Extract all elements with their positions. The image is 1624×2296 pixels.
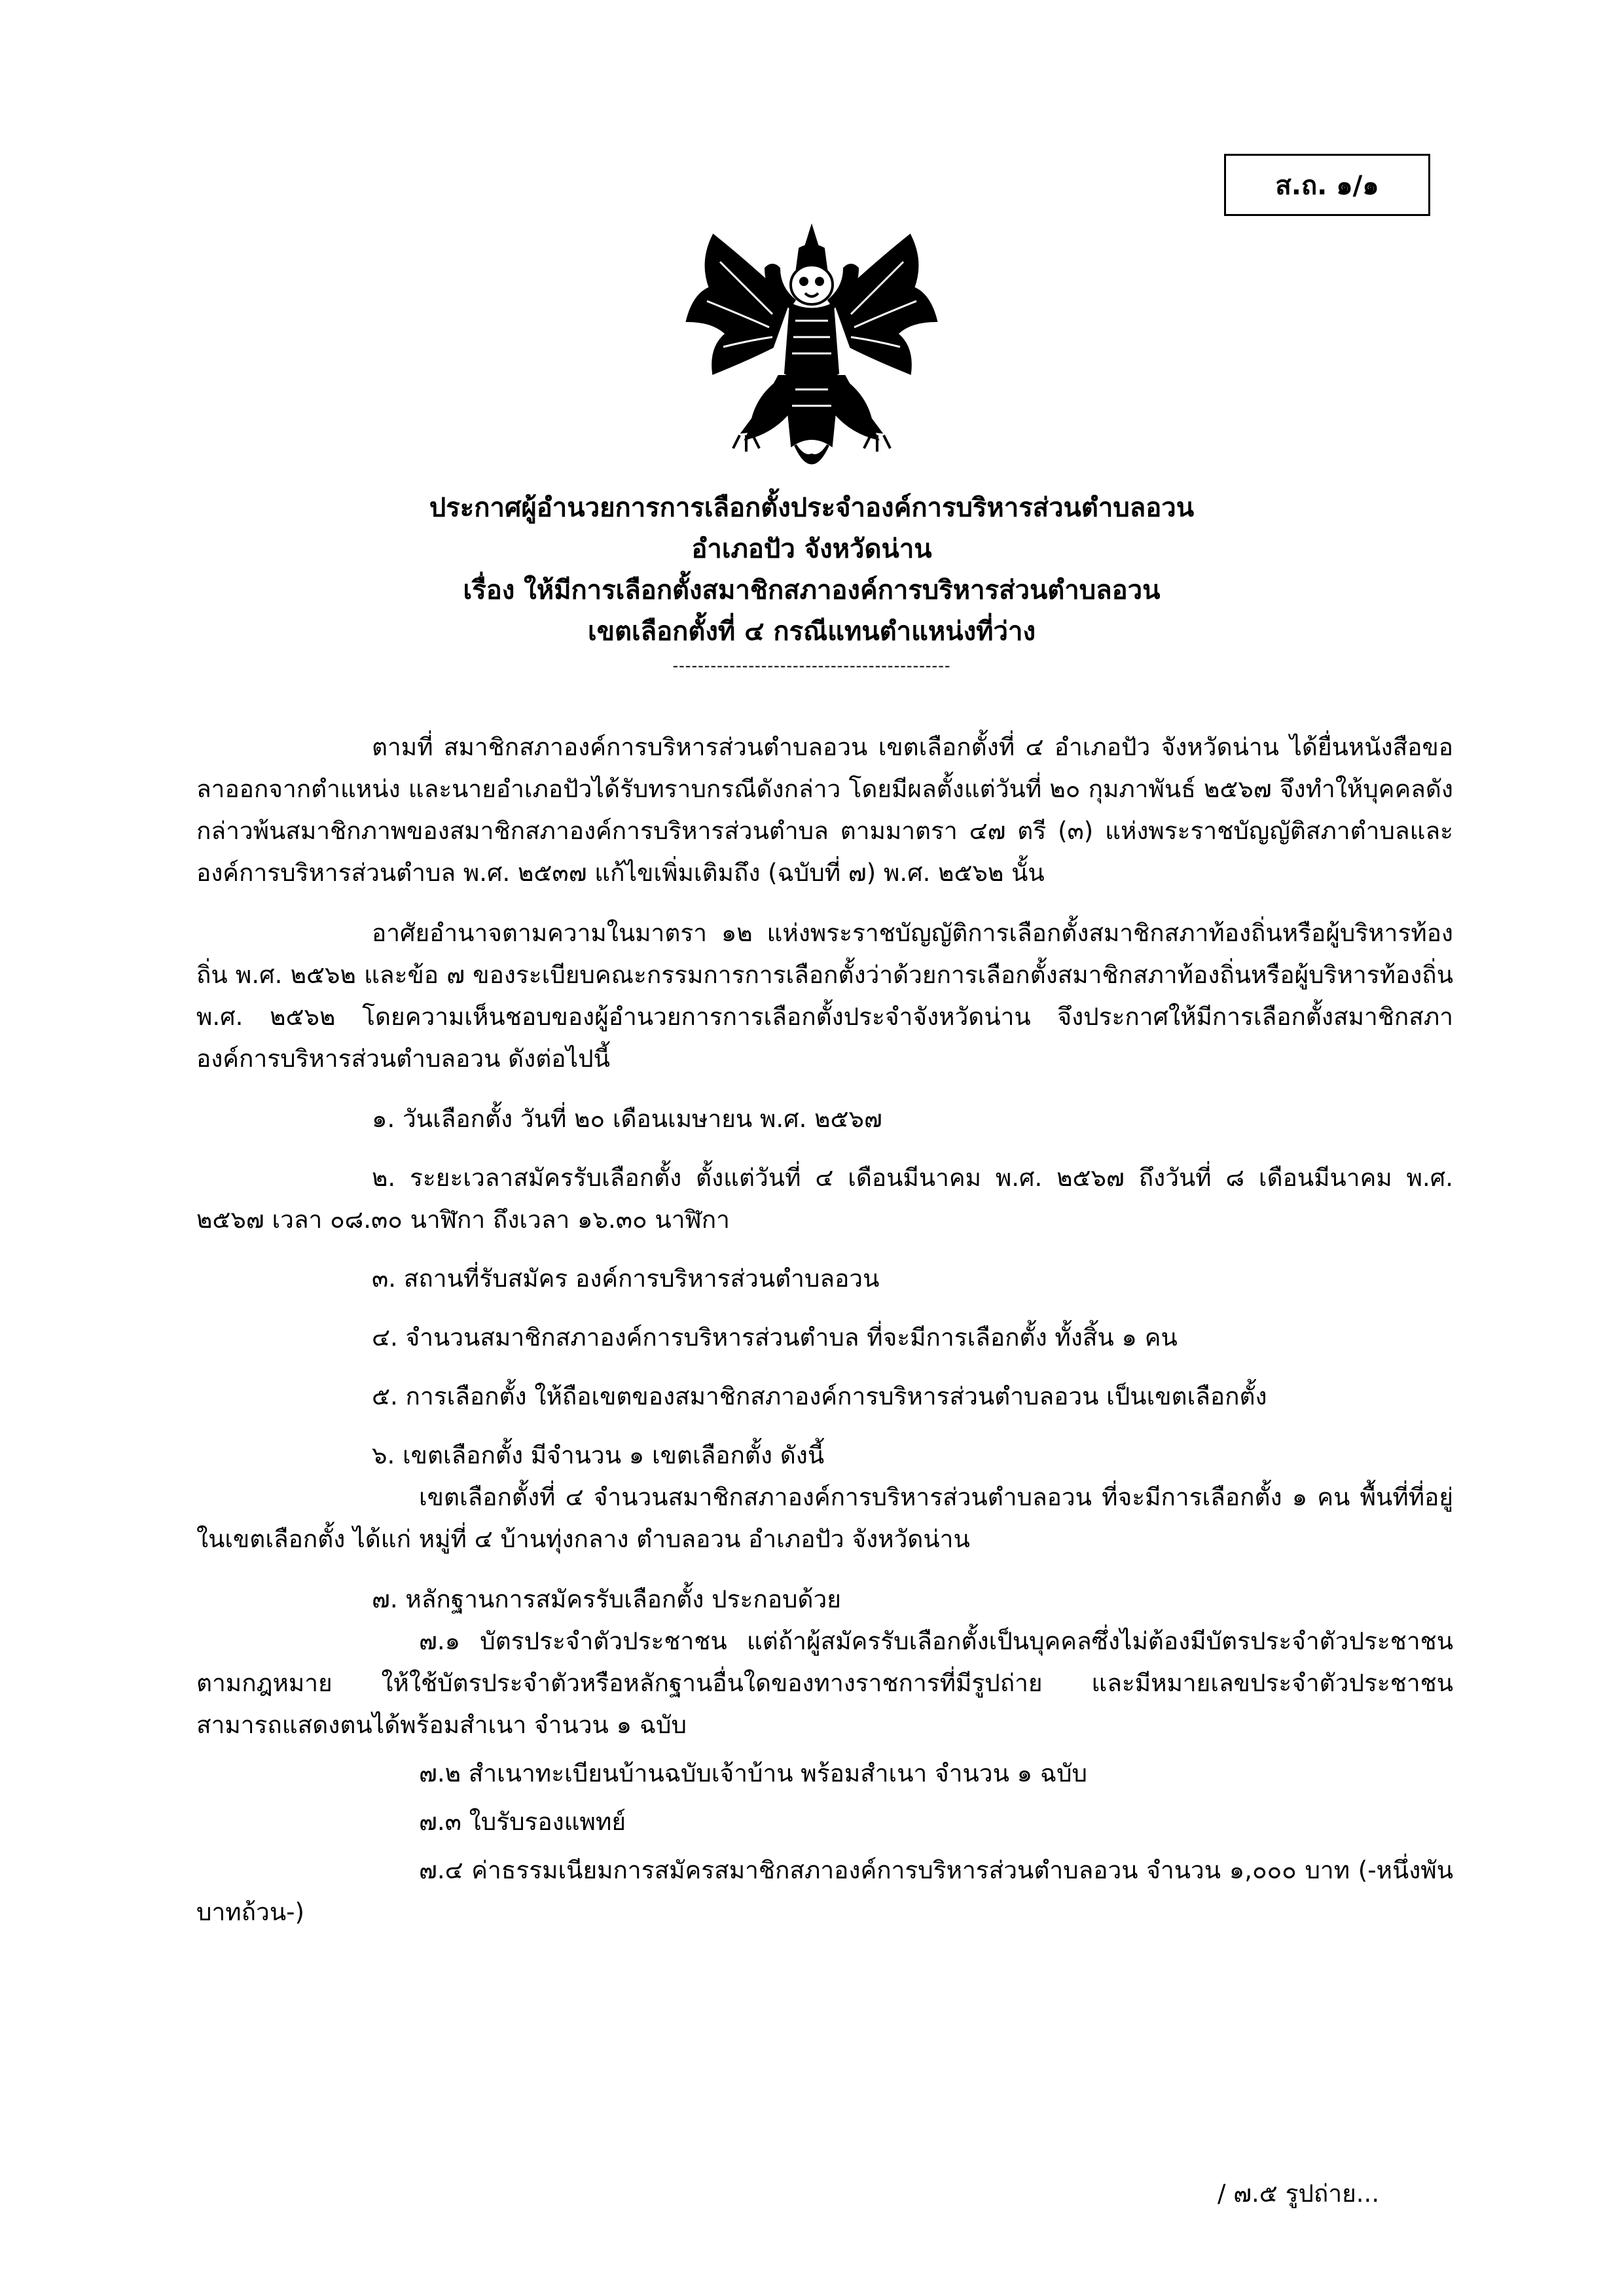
- form-code-box: [1224, 154, 1430, 216]
- document-body: [196, 726, 1453, 1940]
- continuation-note: / ๗.๕ รูปถ่าย...: [1218, 2179, 1380, 2208]
- item-7-2: ๗.๒ สำเนาทะเบียนบ้านฉบับเจ้าบ้าน พร้อมสำเนา จำนวน ๑ ฉบับ: [419, 1759, 1088, 1787]
- heading-line-2: อำเภอปัว จังหวัดน่าน: [691, 534, 932, 564]
- heading-separator: --------------------------------------------: [672, 656, 951, 675]
- paragraph-2: อาศัยอำนาจตามความในมาตรา ๑๒ แห่งพระราชบัญญัติการเลือกตั้งสมาชิกสภาท้องถิ่นหรือผู้บริหารท้องถิ่น พ.ศ. ๒๕๖๒ และข้อ ๗ ของระเบียบคณะกรรมการการเลือกตั้งว่าด้วยการเลือกตั้งสมาชิกสภาท้องถิ่นหรือผู้บริหารท้องถิ่น พ.ศ. ๒๕๖๒ โดยความเห็นชอบของผู้อำนวยการการเลือกตั้งประจำจังหวัดน่าน จึงประกาศให้มีการเลือกตั้งสมาชิกสภาองค์การบริหารส่วนตำบลอวน ดังต่อไปนี้: [196, 919, 1453, 1073]
- item-3: ๓. สถานที่รับสมัคร องค์การบริหารส่วนตำบลอวน: [372, 1265, 880, 1293]
- item-7-1: ๗.๑ บัตรประจำตัวประชาชน แต่ถ้าผู้สมัครรับเลือกตั้งเป็นบุคคลซึ่งไม่ต้องมีบัตรประจำตัวประชาชนตามกฎหมาย ให้ใช้บัตรประจำตัวหรือหลักฐานอื่นใดของทางราชการที่มีรูปถ่าย และมีหมายเลขประจำตัวประชาชนสามารถแสดงตนได้พร้อมสำเนา จำนวน ๑ ฉบับ: [196, 1627, 1453, 1739]
- item-6: ๖. เขตเลือกตั้ง มีจำนวน ๑ เขตเลือกตั้ง ดังนี้: [372, 1441, 825, 1469]
- item-2: ๒. ระยะเวลาสมัครรับเลือกตั้ง ตั้งแต่วันที่ ๔ เดือนมีนาคม พ.ศ. ๒๕๖๗ ถึงวันที่ ๘ เดือนมีนาคม พ.ศ. ๒๕๖๗ เวลา ๐๘.๓๐ นาฬิกา ถึงเวลา ๑๖.๓๐ นาฬิกา: [196, 1164, 1453, 1234]
- announcement-heading: [196, 488, 1427, 679]
- heading-line-3: เรื่อง ให้มีการเลือกตั้งสมาชิกสภาองค์การบริหารส่วนตำบลอวน: [463, 575, 1161, 605]
- item-6-detail: เขตเลือกตั้งที่ ๔ จำนวนสมาชิกสภาองค์การบริหารส่วนตำบลอวน ที่จะมีการเลือกตั้ง ๑ คน พื้นที่ที่อยู่ในเขตเลือกตั้ง ได้แก่ หมู่ที่ ๔ บ้านทุ่งกลาง ตำบลอวน อำเภอปัว จังหวัดน่าน: [196, 1483, 1453, 1553]
- paragraph-1: ตามที่ สมาชิกสภาองค์การบริหารส่วนตำบลอวน เขตเลือกตั้งที่ ๔ อำเภอปัว จังหวัดน่าน ได้ยื่นหนังสือขอลาออกจากตำแหน่ง และนายอำเภอปัวได้รับทราบกรณีดังกล่าว โดยมีผลตั้งแต่วันที่ ๒๐ กุมภาพันธ์ ๒๕๖๗ จึงทำให้บุคคลดังกล่าวพ้นสมาชิกภาพของสมาชิกสภาองค์การบริหารส่วนตำบล ตามมาตรา ๔๗ ตรี (๓) แห่งพระราชบัญญัติสภาตำบลและองค์การบริหารส่วนตำบล พ.ศ. ๒๕๓๗ แก้ไขเพิ่มเติมถึง (ฉบับที่ ๗) พ.ศ. ๒๕๖๒ นั้น: [196, 733, 1453, 887]
- item-7: ๗. หลักฐานการสมัครรับเลือกตั้ง ประกอบด้วย: [372, 1585, 841, 1613]
- item-7-4: ๗.๔ ค่าธรรมเนียมการสมัครสมาชิกสภาองค์การบริหารส่วนตำบลอวน จำนวน ๑,๐๐๐ บาท (-หนึ่งพันบาทถ้วน-): [196, 1856, 1453, 1926]
- item-1: ๑. วันเลือกตั้ง วันที่ ๒๐ เดือนเมษายน พ.ศ. ๒๕๖๗: [372, 1105, 882, 1133]
- garuda-emblem-icon: [674, 223, 949, 484]
- item-7-3: ๗.๓ ใบรับรองแพทย์: [419, 1808, 626, 1836]
- item-5: ๕. การเลือกตั้ง ให้ถือเขตของสมาชิกสภาองค์การบริหารส่วนตำบลอวน เป็นเขตเลือกตั้ง: [372, 1382, 1267, 1410]
- form-code: ส.ถ. ๑/๑: [1275, 170, 1379, 201]
- heading-line-1: ประกาศผู้อำนวยการการเลือกตั้งประจำองค์การบริหารส่วนตำบลอวน: [429, 493, 1195, 523]
- heading-line-4: เขตเลือกตั้งที่ ๔ กรณีแทนตำแหน่งที่ว่าง: [587, 617, 1036, 647]
- item-4: ๔. จำนวนสมาชิกสภาองค์การบริหารส่วนตำบล ที่จะมีการเลือกตั้ง ทั้งสิ้น ๑ คน: [372, 1323, 1178, 1352]
